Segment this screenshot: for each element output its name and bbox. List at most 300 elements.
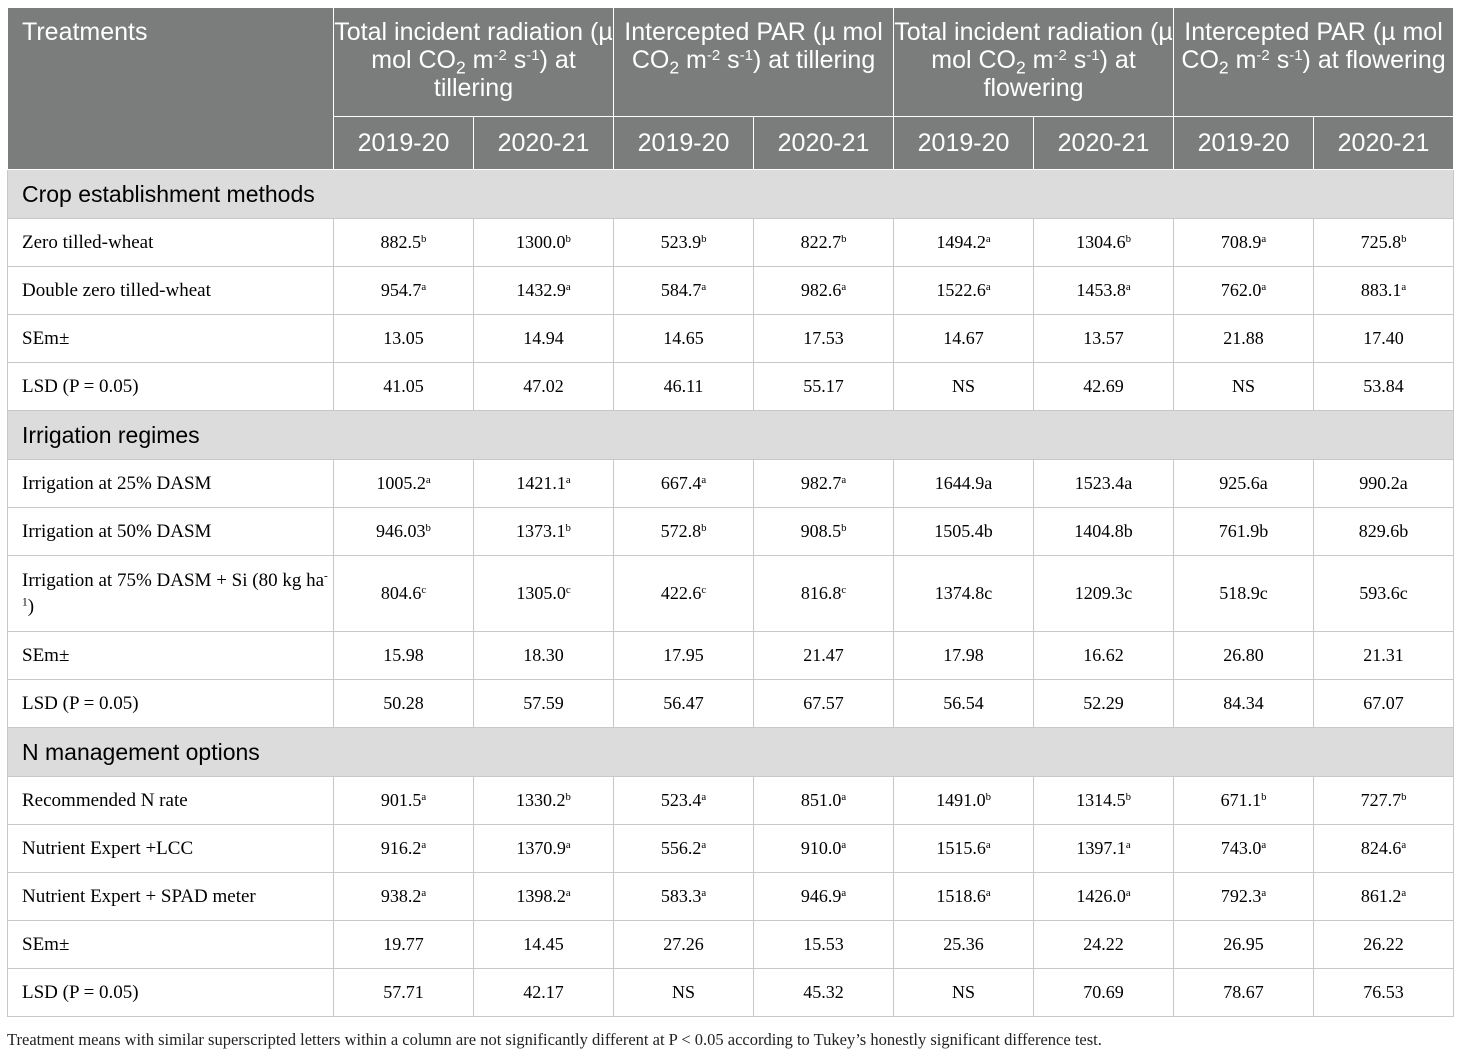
table-cell bbox=[1174, 460, 1314, 508]
row-label bbox=[8, 632, 334, 680]
cell-value: 17.40 bbox=[1363, 328, 1404, 348]
row-label-text: SEm± bbox=[22, 644, 70, 666]
row-label-text: Nutrient Expert +LCC bbox=[22, 837, 194, 859]
table-cell bbox=[894, 219, 1034, 267]
cell-value: 19.77 bbox=[383, 934, 424, 954]
section-title: Irrigation regimes bbox=[8, 411, 1454, 460]
cell-letter: a bbox=[565, 887, 571, 900]
header-text-part: 2 bbox=[1218, 57, 1229, 78]
cell-letter: b bbox=[565, 791, 571, 804]
cell-value: 572.8 bbox=[660, 521, 702, 541]
cell-value: 47.02 bbox=[523, 376, 564, 396]
section-row bbox=[8, 411, 1454, 460]
table-cell bbox=[614, 219, 754, 267]
header-group-3 bbox=[1174, 8, 1454, 117]
cell-value: 1300.0 bbox=[516, 232, 566, 252]
cell-letter: a bbox=[1125, 281, 1131, 294]
table-cell bbox=[894, 315, 1034, 363]
table-cell bbox=[334, 969, 474, 1017]
cell-value: 1515.6 bbox=[936, 838, 986, 858]
cell-value: 1505.4b bbox=[934, 521, 993, 541]
row-label bbox=[8, 825, 334, 873]
cell-value: 57.59 bbox=[523, 693, 564, 713]
cell-value: 57.71 bbox=[383, 982, 424, 1002]
cell-letter: b bbox=[701, 233, 707, 246]
table-cell bbox=[1174, 267, 1314, 315]
table-cell bbox=[754, 315, 894, 363]
cell-letter: b bbox=[1401, 233, 1407, 246]
table-header bbox=[8, 8, 1454, 170]
cell-value: 14.67 bbox=[943, 328, 984, 348]
cell-value: 1005.2 bbox=[376, 473, 426, 493]
header-text-part: -1 bbox=[1289, 46, 1303, 64]
cell-value: 13.05 bbox=[383, 328, 424, 348]
table-cell bbox=[1314, 921, 1454, 969]
cell-value: 50.28 bbox=[383, 693, 424, 713]
cell-value: 53.84 bbox=[1363, 376, 1404, 396]
cell-value: 762.0 bbox=[1220, 280, 1262, 300]
header-year: 2020-21 bbox=[1314, 117, 1454, 170]
table-cell bbox=[1034, 556, 1174, 632]
table-cell bbox=[474, 460, 614, 508]
cell-value: 26.95 bbox=[1223, 934, 1264, 954]
table-cell bbox=[894, 556, 1034, 632]
cell-letter: a bbox=[1401, 281, 1407, 294]
cell-value: 67.57 bbox=[803, 693, 844, 713]
table-cell bbox=[894, 508, 1034, 556]
row-label-text: Recommended N rate bbox=[22, 789, 188, 811]
row-label bbox=[8, 315, 334, 363]
table-cell bbox=[1174, 825, 1314, 873]
cell-value: 78.67 bbox=[1223, 982, 1264, 1002]
table-cell bbox=[1174, 921, 1314, 969]
table-cell bbox=[334, 825, 474, 873]
cell-letter: b bbox=[1401, 791, 1407, 804]
table-cell bbox=[614, 921, 754, 969]
table-cell bbox=[474, 873, 614, 921]
cell-letter: c bbox=[565, 584, 571, 597]
cell-letter: b bbox=[1125, 791, 1131, 804]
table-cell bbox=[754, 969, 894, 1017]
header-treatments: Treatments bbox=[8, 8, 334, 170]
cell-value: NS bbox=[672, 982, 696, 1002]
row-label-text: LSD (P = 0.05) bbox=[22, 692, 139, 714]
table-cell bbox=[1314, 632, 1454, 680]
table-cell bbox=[1174, 680, 1314, 728]
row-label-text: SEm± bbox=[22, 327, 70, 349]
cell-value: 1404.8b bbox=[1074, 521, 1133, 541]
table-cell bbox=[474, 556, 614, 632]
cell-letter: a bbox=[985, 233, 991, 246]
row-label-text: Irrigation at 75% DASM + Si (80 kg ha bbox=[22, 569, 325, 591]
cell-value: 523.4 bbox=[660, 790, 702, 810]
section-row bbox=[8, 170, 1454, 219]
cell-letter: a bbox=[985, 281, 991, 294]
cell-value: 822.7 bbox=[800, 232, 842, 252]
cell-letter: b bbox=[841, 522, 847, 535]
header-text-part: -2 bbox=[1053, 46, 1067, 64]
cell-letter: a bbox=[841, 791, 847, 804]
cell-letter: a bbox=[701, 791, 707, 804]
cell-letter: a bbox=[421, 887, 427, 900]
cell-letter: a bbox=[1125, 839, 1131, 852]
row-label-text: Irrigation at 25% DASM bbox=[22, 472, 212, 494]
table-row bbox=[8, 460, 1454, 508]
cell-value: 18.30 bbox=[523, 645, 564, 665]
header-year: 2019-20 bbox=[1174, 117, 1314, 170]
header-text-part: 2 bbox=[455, 57, 466, 78]
table-cell bbox=[894, 680, 1034, 728]
cell-letter: a bbox=[1261, 839, 1267, 852]
cell-value: 25.36 bbox=[943, 934, 984, 954]
cell-value: 593.6c bbox=[1359, 583, 1408, 603]
cell-value: 52.29 bbox=[1083, 693, 1124, 713]
table-cell bbox=[1034, 363, 1174, 411]
cell-value: 41.05 bbox=[383, 376, 424, 396]
cell-value: 916.2 bbox=[380, 838, 422, 858]
cell-letter: a bbox=[421, 791, 427, 804]
table-row bbox=[8, 219, 1454, 267]
cell-value: 14.65 bbox=[663, 328, 704, 348]
table-cell bbox=[894, 632, 1034, 680]
cell-letter: a bbox=[1125, 887, 1131, 900]
header-text-part: -1 bbox=[739, 46, 753, 64]
table-cell bbox=[1034, 825, 1174, 873]
cell-letter: a bbox=[425, 474, 431, 487]
cell-letter: a bbox=[701, 474, 707, 487]
table-cell bbox=[614, 777, 754, 825]
table-cell bbox=[334, 777, 474, 825]
cell-value: 16.62 bbox=[1083, 645, 1124, 665]
cell-value: 14.94 bbox=[523, 328, 564, 348]
table-cell bbox=[1314, 267, 1454, 315]
table-cell bbox=[1314, 363, 1454, 411]
cell-value: NS bbox=[1232, 376, 1256, 396]
cell-value: 1523.4a bbox=[1074, 473, 1133, 493]
cell-letter: a bbox=[1401, 839, 1407, 852]
table-cell bbox=[1174, 363, 1314, 411]
table-cell bbox=[754, 556, 894, 632]
table-cell bbox=[614, 315, 754, 363]
table-cell bbox=[1314, 969, 1454, 1017]
cell-value: 17.98 bbox=[943, 645, 984, 665]
cell-letter: a bbox=[701, 839, 707, 852]
table-cell bbox=[334, 219, 474, 267]
cell-value: 1314.5 bbox=[1076, 790, 1126, 810]
cell-letter: b bbox=[425, 522, 431, 535]
cell-letter: a bbox=[1261, 887, 1267, 900]
table-cell bbox=[614, 508, 754, 556]
table-cell bbox=[754, 219, 894, 267]
header-text-part: s bbox=[1066, 46, 1087, 74]
cell-value: 946.03 bbox=[376, 521, 426, 541]
cell-letter: a bbox=[841, 281, 847, 294]
table-cell bbox=[754, 460, 894, 508]
table-row bbox=[8, 556, 1454, 632]
header-text-part: ) at flowering bbox=[983, 46, 1136, 102]
table-cell bbox=[1174, 219, 1314, 267]
table-row bbox=[8, 267, 1454, 315]
cell-value: 1522.6 bbox=[936, 280, 986, 300]
cell-letter: b bbox=[1125, 233, 1131, 246]
table-cell bbox=[614, 825, 754, 873]
header-text-part: 2 bbox=[669, 57, 680, 78]
table-cell bbox=[1174, 873, 1314, 921]
header-text-part: ) at tillering bbox=[433, 46, 576, 102]
cell-value: 55.17 bbox=[803, 376, 844, 396]
row-label bbox=[8, 969, 334, 1017]
cell-value: 1305.0 bbox=[516, 583, 566, 603]
cell-value: 954.7 bbox=[380, 280, 422, 300]
cell-letter: b bbox=[421, 233, 427, 246]
table-row bbox=[8, 873, 1454, 921]
table-cell bbox=[894, 460, 1034, 508]
table-cell bbox=[474, 921, 614, 969]
cell-value: 26.22 bbox=[1363, 934, 1404, 954]
table-footnote: Treatment means with similar superscripted letters within a column are not significantly different at P < 0.05 according to Tukey’s honestly significant difference test. bbox=[7, 1030, 1102, 1049]
cell-value: 725.8 bbox=[1360, 232, 1402, 252]
cell-value: 1373.1 bbox=[516, 521, 566, 541]
table-cell bbox=[1314, 873, 1454, 921]
table-cell bbox=[1034, 777, 1174, 825]
table-cell bbox=[1034, 219, 1174, 267]
cell-value: 518.9c bbox=[1219, 583, 1268, 603]
header-text-part: s bbox=[1269, 46, 1290, 74]
table-cell bbox=[334, 315, 474, 363]
table-row bbox=[8, 632, 1454, 680]
cell-value: 1330.2 bbox=[516, 790, 566, 810]
table-cell bbox=[754, 777, 894, 825]
table-row bbox=[8, 363, 1454, 411]
header-text-part: -2 bbox=[706, 46, 721, 64]
table-cell bbox=[754, 363, 894, 411]
row-label-text: LSD (P = 0.05) bbox=[22, 981, 139, 1003]
table-row bbox=[8, 969, 1454, 1017]
table-cell bbox=[894, 363, 1034, 411]
header-text-part: Intercepted PAR (µ mol CO bbox=[624, 18, 883, 74]
table-cell bbox=[474, 363, 614, 411]
table-cell bbox=[754, 632, 894, 680]
cell-value: 42.69 bbox=[1083, 376, 1124, 396]
table-cell bbox=[754, 873, 894, 921]
header-group-2 bbox=[894, 8, 1174, 117]
row-label bbox=[8, 921, 334, 969]
table-cell bbox=[754, 680, 894, 728]
header-text-part: m bbox=[1025, 46, 1054, 74]
header-text-part: Total incident radiation (µ mol CO bbox=[334, 18, 613, 74]
table-cell bbox=[474, 825, 614, 873]
cell-value: 523.9 bbox=[660, 232, 702, 252]
cell-value: 946.9 bbox=[800, 886, 842, 906]
cell-value: 24.22 bbox=[1083, 934, 1124, 954]
cell-value: 938.2 bbox=[380, 886, 422, 906]
cell-value: 1453.8 bbox=[1076, 280, 1126, 300]
cell-value: 761.9b bbox=[1218, 521, 1269, 541]
row-label-text: Double zero tilled-wheat bbox=[22, 279, 211, 301]
cell-letter: a bbox=[565, 281, 571, 294]
header-year: 2020-21 bbox=[1034, 117, 1174, 170]
header-text-part: -2 bbox=[493, 46, 507, 64]
cell-letter: a bbox=[421, 839, 427, 852]
row-label bbox=[8, 777, 334, 825]
header-year: 2019-20 bbox=[334, 117, 474, 170]
table-cell bbox=[614, 460, 754, 508]
cell-value: 67.07 bbox=[1363, 693, 1404, 713]
table-cell bbox=[1174, 508, 1314, 556]
table-cell bbox=[474, 969, 614, 1017]
table-cell bbox=[1314, 556, 1454, 632]
cell-value: 708.9 bbox=[1220, 232, 1262, 252]
cell-value: 804.6 bbox=[380, 583, 422, 603]
cell-letter: a bbox=[985, 839, 991, 852]
header-text-part: s bbox=[506, 46, 527, 74]
table-row bbox=[8, 508, 1454, 556]
cell-letter: a bbox=[1401, 887, 1407, 900]
cell-value: 861.2 bbox=[1360, 886, 1402, 906]
table-cell bbox=[474, 680, 614, 728]
cell-value: 26.80 bbox=[1223, 645, 1264, 665]
cell-value: 1304.6 bbox=[1076, 232, 1126, 252]
cell-value: 1494.2 bbox=[936, 232, 986, 252]
table-cell bbox=[334, 460, 474, 508]
row-label bbox=[8, 363, 334, 411]
header-text-part: ) at tillering bbox=[752, 46, 876, 74]
cell-value: 15.98 bbox=[383, 645, 424, 665]
cell-value: 21.31 bbox=[1363, 645, 1404, 665]
table-cell bbox=[894, 921, 1034, 969]
cell-value: 982.7 bbox=[800, 473, 842, 493]
cell-letter: b bbox=[565, 522, 571, 535]
row-label-post: ) bbox=[27, 595, 35, 617]
header-text-part: m bbox=[1228, 46, 1257, 74]
section-title: Crop establishment methods bbox=[8, 170, 1454, 219]
cell-value: 84.34 bbox=[1223, 693, 1264, 713]
cell-value: 17.53 bbox=[803, 328, 844, 348]
cell-value: 883.1 bbox=[1360, 280, 1402, 300]
row-label-text: Nutrient Expert + SPAD meter bbox=[22, 885, 256, 907]
table-cell bbox=[894, 969, 1034, 1017]
cell-value: 743.0 bbox=[1220, 838, 1262, 858]
cell-value: 42.17 bbox=[523, 982, 564, 1002]
cell-value: 727.7 bbox=[1360, 790, 1402, 810]
table-cell bbox=[614, 363, 754, 411]
row-label-text: LSD (P = 0.05) bbox=[22, 375, 139, 397]
table-cell bbox=[614, 556, 754, 632]
cell-letter: c bbox=[421, 584, 427, 597]
cell-value: 27.26 bbox=[663, 934, 704, 954]
cell-letter: a bbox=[1261, 281, 1267, 294]
header-text-part: -1 bbox=[1086, 46, 1100, 64]
cell-value: 1491.0 bbox=[936, 790, 986, 810]
table-cell bbox=[1314, 825, 1454, 873]
cell-value: 1370.9 bbox=[516, 838, 566, 858]
table-cell bbox=[474, 508, 614, 556]
table-cell bbox=[334, 632, 474, 680]
cell-value: 56.54 bbox=[943, 693, 984, 713]
header-text-part: -1 bbox=[526, 46, 540, 64]
header-text-part: Total incident radiation (µ mol CO bbox=[894, 18, 1173, 74]
table-cell bbox=[474, 267, 614, 315]
table-cell bbox=[1034, 873, 1174, 921]
row-label-sup: -1 bbox=[22, 570, 328, 609]
cell-value: 1398.2 bbox=[516, 886, 566, 906]
section-row bbox=[8, 728, 1454, 777]
header-year: 2019-20 bbox=[614, 117, 754, 170]
row-label bbox=[8, 267, 334, 315]
table-cell bbox=[1314, 219, 1454, 267]
table-cell bbox=[754, 921, 894, 969]
table-cell bbox=[614, 680, 754, 728]
cell-letter: a bbox=[985, 887, 991, 900]
cell-letter: b bbox=[841, 233, 847, 246]
table-cell bbox=[1034, 267, 1174, 315]
cell-value: 1518.6 bbox=[936, 886, 986, 906]
cell-value: 1421.1 bbox=[516, 473, 566, 493]
header-group-1 bbox=[614, 8, 894, 117]
table-cell bbox=[334, 873, 474, 921]
cell-value: 56.47 bbox=[663, 693, 704, 713]
row-label-text: Irrigation at 50% DASM bbox=[22, 520, 212, 542]
table-cell bbox=[334, 556, 474, 632]
table-cell bbox=[334, 508, 474, 556]
cell-value: 910.0 bbox=[800, 838, 842, 858]
cell-value: 1209.3c bbox=[1074, 583, 1133, 603]
cell-value: 792.3 bbox=[1220, 886, 1262, 906]
table-cell bbox=[754, 267, 894, 315]
cell-value: 982.6 bbox=[800, 280, 842, 300]
table-row bbox=[8, 315, 1454, 363]
cell-value: 584.7 bbox=[660, 280, 702, 300]
cell-value: 46.11 bbox=[663, 376, 704, 396]
row-label-text: Zero tilled-wheat bbox=[22, 231, 154, 253]
cell-value: 17.95 bbox=[663, 645, 704, 665]
cell-value: 925.6a bbox=[1219, 473, 1268, 493]
cell-value: 556.2 bbox=[660, 838, 702, 858]
table-row bbox=[8, 777, 1454, 825]
section-title: N management options bbox=[8, 728, 1454, 777]
table-cell bbox=[894, 267, 1034, 315]
cell-value: 15.53 bbox=[803, 934, 844, 954]
header-text-part: ) at flowering bbox=[1302, 46, 1446, 74]
table-row bbox=[8, 680, 1454, 728]
cell-value: NS bbox=[952, 376, 976, 396]
cell-value: 21.47 bbox=[803, 645, 844, 665]
table-cell bbox=[334, 267, 474, 315]
table-cell bbox=[1314, 508, 1454, 556]
table-cell bbox=[474, 219, 614, 267]
table-cell bbox=[614, 969, 754, 1017]
cell-value: NS bbox=[952, 982, 976, 1002]
header-year: 2020-21 bbox=[474, 117, 614, 170]
cell-value: 583.3 bbox=[660, 886, 702, 906]
table-cell bbox=[1314, 460, 1454, 508]
cell-letter: a bbox=[1261, 233, 1267, 246]
table-cell bbox=[1314, 315, 1454, 363]
table-cell bbox=[1314, 777, 1454, 825]
cell-value: 990.2a bbox=[1359, 473, 1408, 493]
cell-value: 1374.8c bbox=[934, 583, 993, 603]
cell-value: 908.5 bbox=[800, 521, 842, 541]
cell-letter: a bbox=[841, 839, 847, 852]
header-year: 2020-21 bbox=[754, 117, 894, 170]
cell-letter: b bbox=[1261, 791, 1267, 804]
cell-letter: a bbox=[701, 887, 707, 900]
cell-letter: a bbox=[421, 281, 427, 294]
table-cell bbox=[1174, 556, 1314, 632]
header-year: 2019-20 bbox=[894, 117, 1034, 170]
cell-value: 671.1 bbox=[1220, 790, 1262, 810]
cell-value: 667.4 bbox=[660, 473, 702, 493]
